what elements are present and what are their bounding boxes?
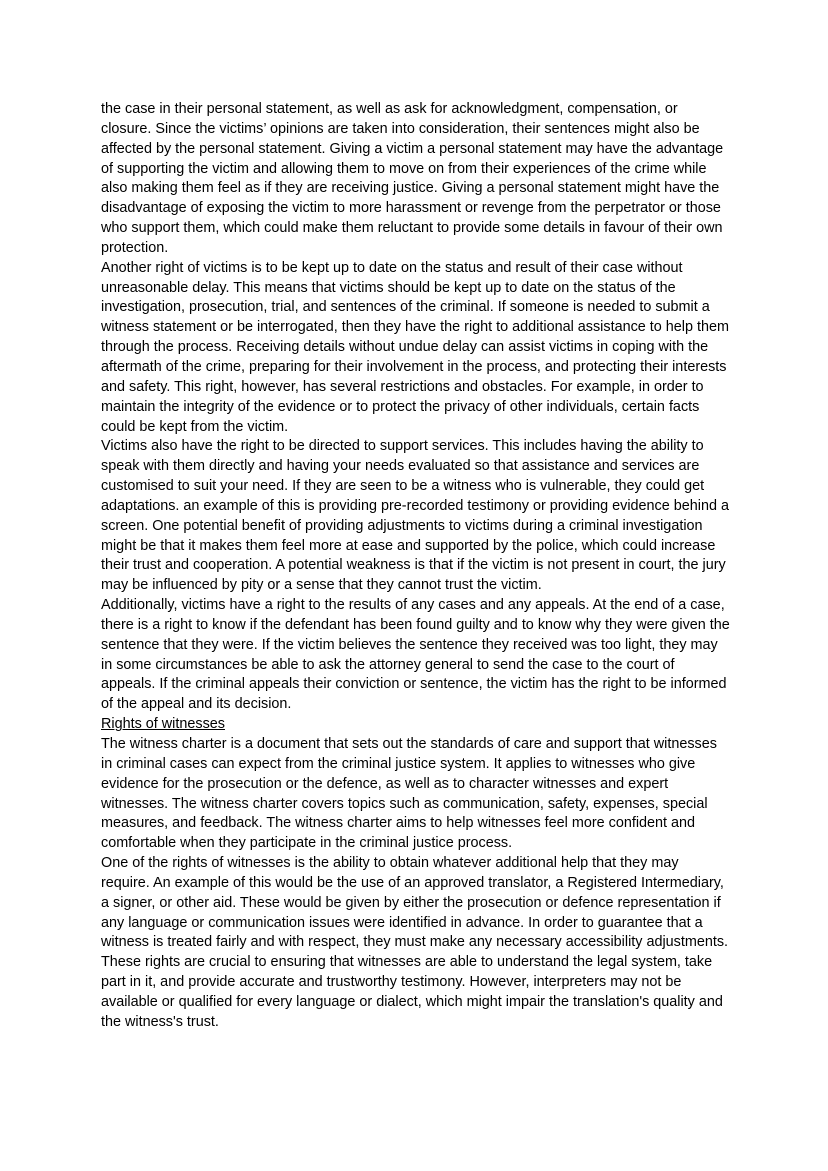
- paragraph-witness-charter: The witness charter is a document that sets out the standards of care and support that witnesses in criminal cases can expect from the criminal justice system. It applies to witnesses who give evidence for the prosecution or the defence, as well as to character witnesses and expert witnesses. The witness charter covers topics such as communication, safety, expenses, special measures, and feedback. The witness charter aims to help witnesses feel more confident and comfortable when they participate in the criminal justice process.: [101, 736, 717, 852]
- paragraph-results-and-appeals: Additionally, victims have a right to the results of any cases and any appeals. At the end of a case, there is a right to know if the defendant has been found guilty and to know why they were given the sentence that they were. If the victim believes the sentence they received was too light, they may in some circumstances be able to ask the attorney general to send the case to the court of appeals. If the criminal appeals their conviction or sentence, the victim has the right to be informed of the appeal and its decision.: [101, 597, 730, 713]
- section-heading-rights-of-witnesses: Rights of witnesses: [101, 716, 225, 733]
- paragraph-support-services: Victims also have the right to be directed to support services. This includes having the ability to speak with them directly and having your needs evaluated so that assistance and services are customised to suit your need. If they are seen to be a witness who is vulnerable, they could get adaptations. an example of this is providing pre-recorded testimony or providing evidence behind a screen. One potential benefit of providing adjustments to victims during a criminal investigation might be that it makes them feel more at ease and supported by the police, which could increase their trust and cooperation. A potential weakness is that if the victim is not present in court, the jury may be influenced by pity or a sense that they cannot trust the victim.: [101, 438, 729, 594]
- paragraph-kept-up-to-date: Another right of victims is to be kept up to date on the status and result of their case without unreasonable delay. This means that victims should be kept up to date on the status of the investigation, prosecution, trial, and sentences of the criminal. If someone is needed to submit a witness statement or be interrogated, then they have the right to additional assistance to help them through the process. Receiving details without undue delay can assist victims in coping with the aftermath of the crime, preparing for their involvement in the process, and protecting their interests and safety. This right, however, has several restrictions and obstacles. For example, in order to maintain the integrity of the evidence or to protect the privacy of other individuals, certain facts could be kept from the victim.: [101, 259, 729, 435]
- paragraph-additional-help: One of the rights of witnesses is the ability to obtain whatever additional help that they may require. An example of this would be the use of an approved translator, a Registered Intermediary, a signer, or other aid. These would be given by either the prosecution or defence representation if any language or communication issues were identified in advance. In order to guarantee that a witness is treated fairly and with respect, they must make any necessary accessibility adjustments. These rights are crucial to ensuring that witnesses are able to understand the legal system, take part in it, and provide accurate and trustworthy testimony. However, interpreters may not be available or qualified for every language or dialect, which might impair the translation's quality and the witness's trust.: [101, 855, 729, 1030]
- paragraph-personal-statement: the case in their personal statement, as well as ask for acknowledgment, compensation, or closure. Since the victims’ opinions are taken into consideration, their sentences might also be affected by the personal statement. Giving a victim a personal statement may have the advantage of supporting the victim and allowing them to move on from their experiences of the crime while also making them feel as if they are receiving justice. Giving a personal statement might have the disadvantage of exposing the victim to more harassment or revenge from the perpetrator or those who support them, which could make them reluctant to provide some details in favour of their own protection.: [101, 101, 724, 256]
- document-body: [101, 100, 731, 1033]
